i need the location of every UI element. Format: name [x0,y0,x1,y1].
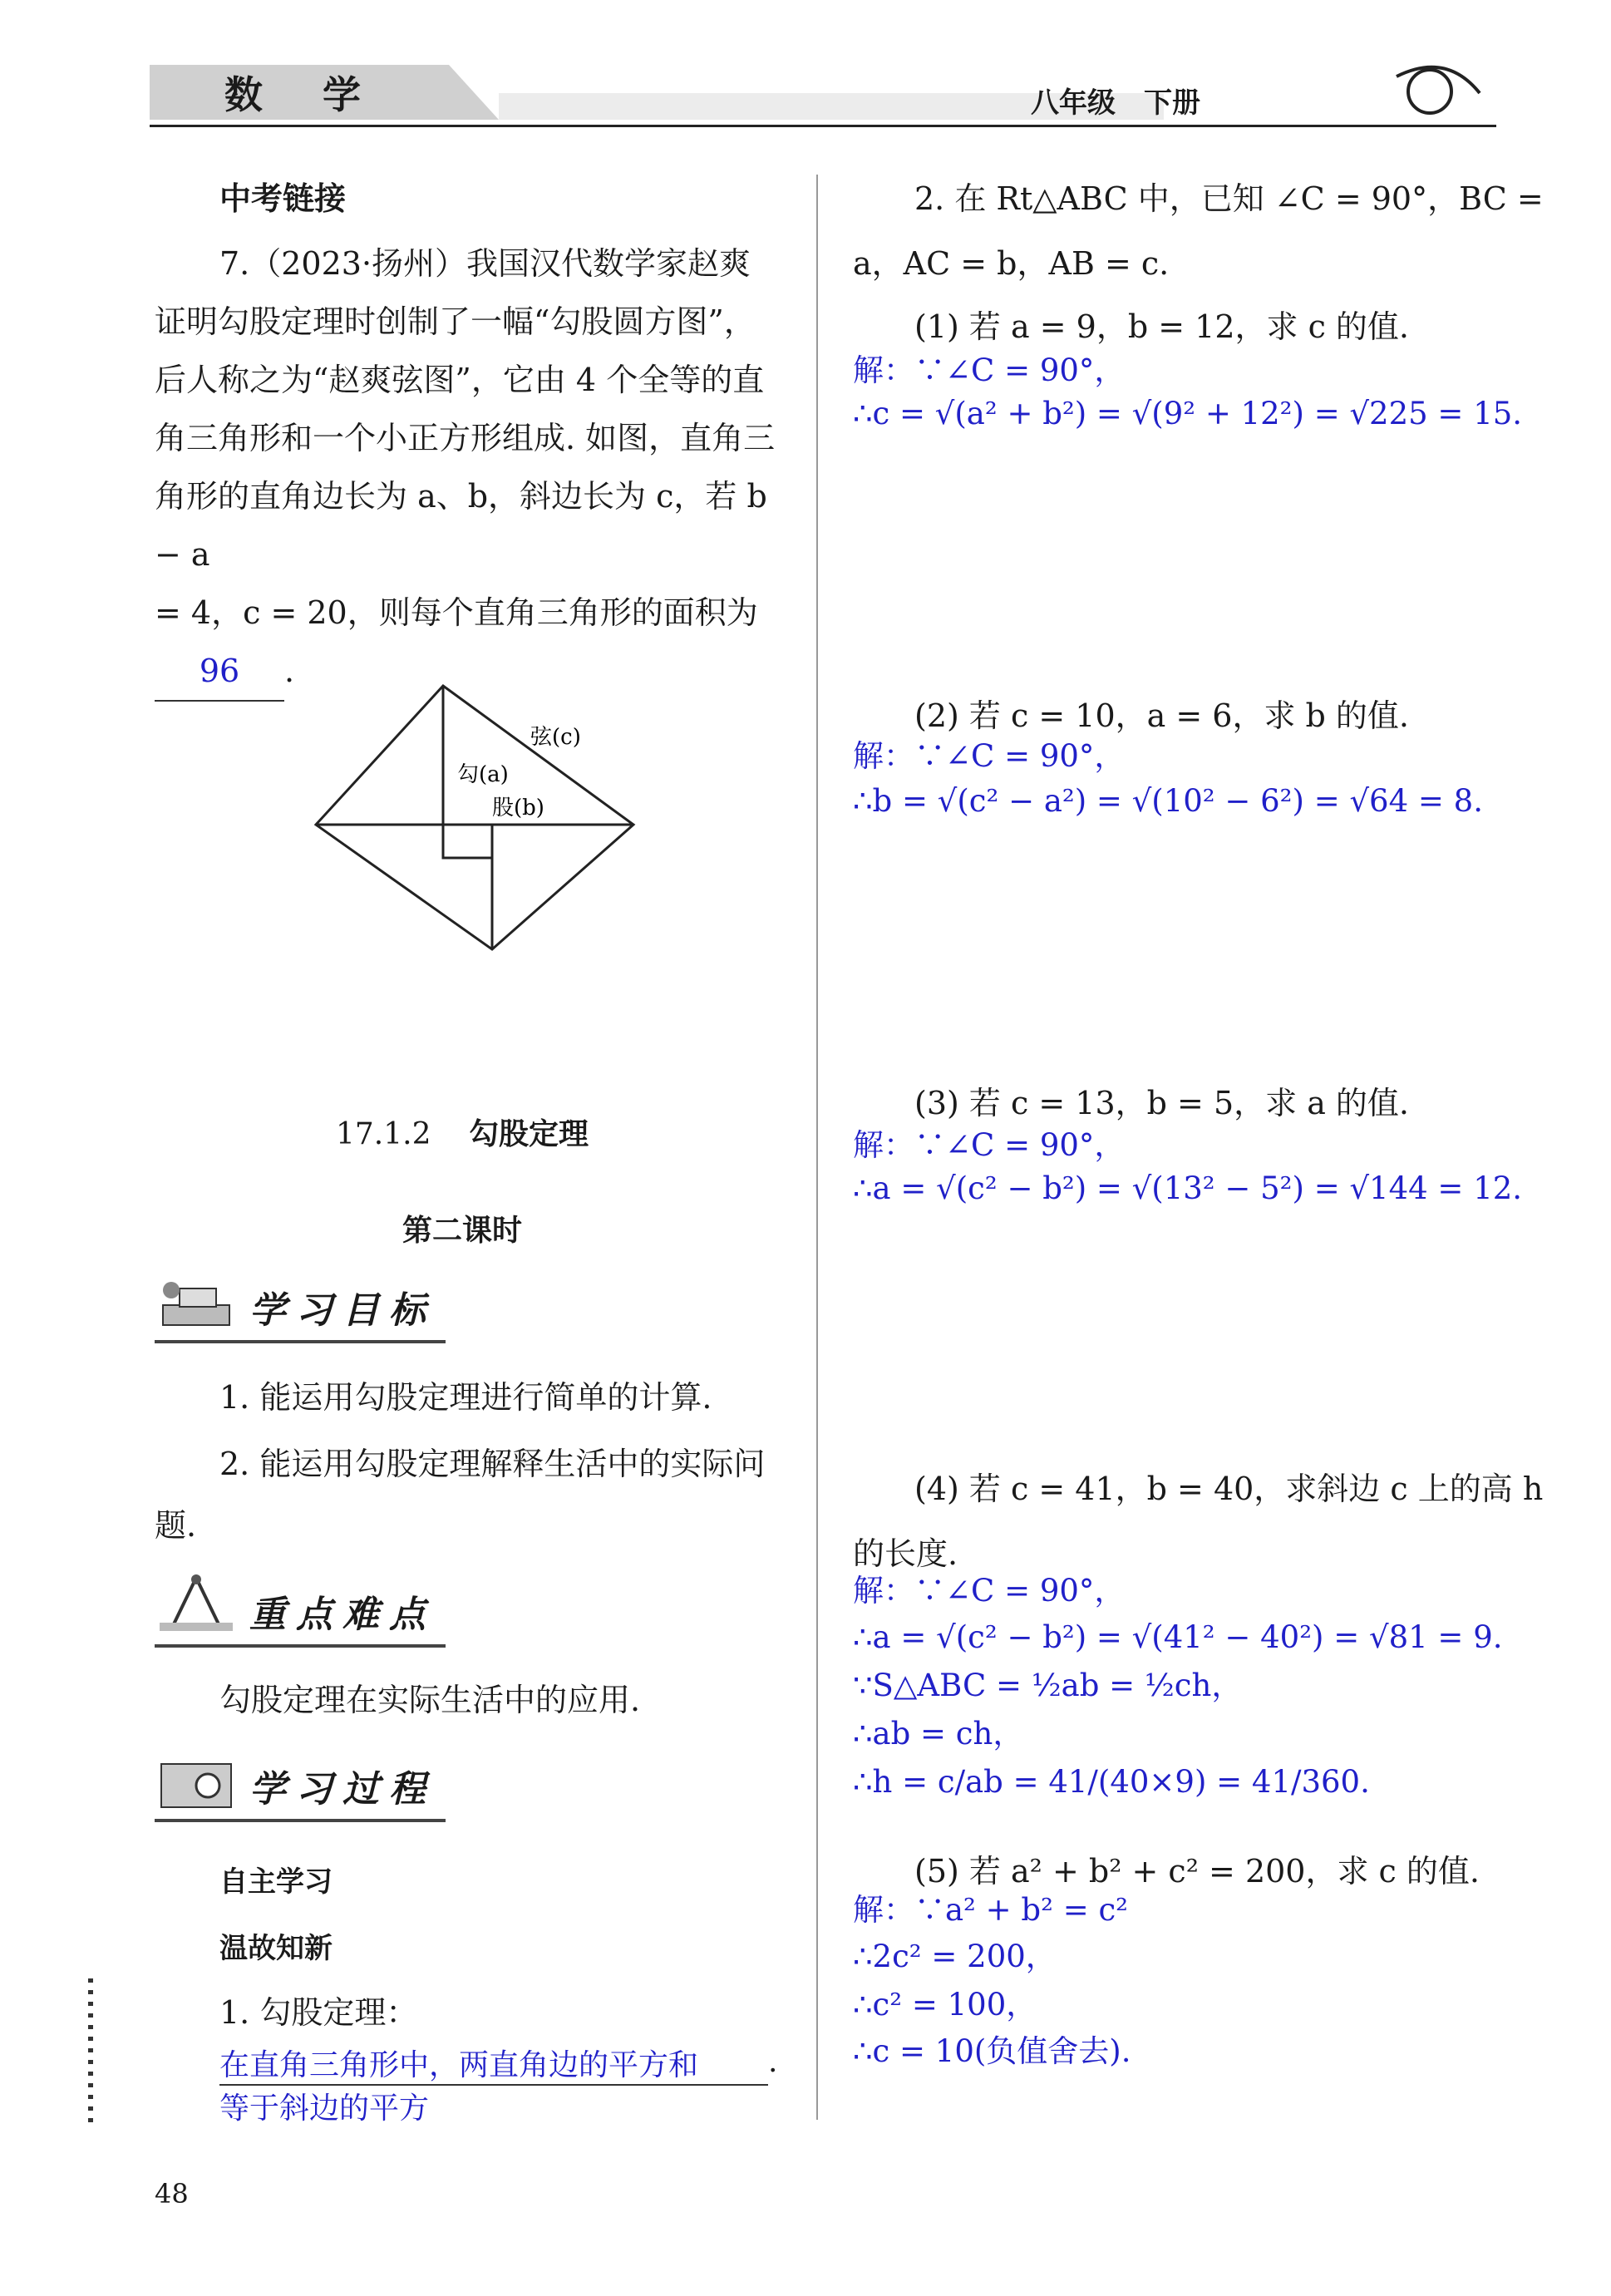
goal-2: 2. 能运用勾股定理解释生活中的实际问 [219,1446,766,1482]
q1-period: . [768,2045,778,2079]
goal-1: 1. 能运用勾股定理进行简单的计算. [219,1379,712,1416]
header-rule [150,125,1496,127]
part-3-step2: ∴a = √(c² − b²) = √(13² − 5²) = √144 = 12. [853,1170,1523,1206]
q7-line: = 4，c = 20，则每个直角三角形的面积为 [155,594,758,631]
label-xian: 弦(c) [530,725,581,750]
section-zhongkao: 中考链接 [219,180,347,217]
part-5-step3: ∴c² = 100， [853,1987,1037,2023]
banner-key-rule [155,1644,446,1648]
banner-process-rule [155,1819,446,1822]
books-icon [155,1272,238,1338]
label-gu: 股(b) [492,796,544,820]
q7-line: 角三角形和一个小正方形组成. 如图，直角三 [155,420,776,456]
part-5-step2: ∴2c² = 200， [853,1939,1057,1974]
banner-process: 学习过程 [249,1768,436,1811]
part-5-step1: 解：∵a² + b² = c² [853,1892,1129,1928]
section-heading [336,1111,589,1153]
part-4-step5: ∴h = c/ab = 41/(40×9) = 41/360. [853,1764,1370,1800]
self-study-heading: 自主学习 [219,1865,333,1899]
question-7 [155,234,795,702]
banner-goals-rule [155,1340,446,1343]
q7-line: 后人称之为“赵爽弦图”，它由 4 个全等的直 [155,362,765,398]
question-1: 1. 勾股定理： [219,1994,418,2031]
compass-icon [155,1571,238,1638]
part-4-step2: ∴a = √(c² − b²) = √(41² − 40²) = √81 = 9. [853,1619,1503,1655]
label-gou: 勾(a) [457,762,509,787]
part-3: (3) 若 c = 13，b = 5，求 a 的值. [914,1085,1410,1121]
map-icon [155,1749,238,1816]
part-5-step4: ∴c = 10(负值舍去). [853,2033,1131,2069]
q7-line: 7.（2023·扬州）我国汉代数学家赵爽 [219,245,751,282]
key-text: 勾股定理在实际生活中的应用. [219,1682,641,1718]
part-1-step1: 解：∵∠C = 90°， [853,352,1126,388]
part-1-step2: ∴c = √(a² + b²) = √(9² + 12²) = √225 = 15. [853,396,1523,431]
banner-key: 重点难点 [249,1594,436,1636]
part-4-step3: ∵S△ABC = ½ab = ½ch， [853,1668,1243,1703]
part-5: (5) 若 a² + b² + c² = 200，求 c 的值. [914,1853,1480,1890]
q7-line: 角形的直角边长为 a、b，斜边长为 c，若 b − a [155,478,767,573]
part-4-cont: 的长度. [853,1535,958,1572]
section-title: 勾股定理 [468,1117,589,1151]
question-2: 2. 在 Rt△ABC 中，已知 ∠C = 90°，BC = [914,180,1544,217]
part-1: (1) 若 a = 9，b = 12，求 c 的值. [914,308,1410,345]
section-number: 17.1.2 [336,1117,431,1151]
q7-line: 证明勾股定理时创制了一幅“勾股圆方图”， [155,303,756,340]
page-number: 48 [155,2178,189,2210]
part-2-step1: 解：∵∠C = 90°， [853,738,1126,774]
q1-answer-line2: 等于斜边的平方 [219,2092,430,2126]
q7-answer-line: 96 . [155,642,795,702]
part-4-step1: 解：∵∠C = 90°， [853,1573,1126,1609]
part-4: (4) 若 c = 41，b = 40，求斜边 c 上的高 h [914,1471,1544,1507]
part-2-step2: ∴b = √(c² − a²) = √(10² − 6²) = √64 = 8. [853,783,1483,819]
part-2: (2) 若 c = 10，a = 6，求 b 的值. [914,697,1410,734]
column-divider [816,175,818,2120]
q1-answer-line1: 在直角三角形中，两直角边的平方和 [219,2042,768,2086]
xian-figure [308,682,640,956]
lesson-title: 第二课时 [402,1214,523,1248]
banner-goals: 学习目标 [249,1289,436,1332]
grade-label: 八年级 下册 [1031,86,1200,120]
goal-2-cont: 题. [155,1507,197,1544]
q7-answer: 96 [155,642,284,702]
part-4-step4: ∴ab = ch， [853,1716,1024,1752]
part-3-step1: 解：∵∠C = 90°， [853,1127,1126,1163]
margin-dots [88,1978,93,2128]
review-heading: 温故知新 [219,1932,333,1965]
question-2-cont: a，AC = b，AB = c. [853,245,1170,282]
subject-title: 数 学 [224,72,385,117]
